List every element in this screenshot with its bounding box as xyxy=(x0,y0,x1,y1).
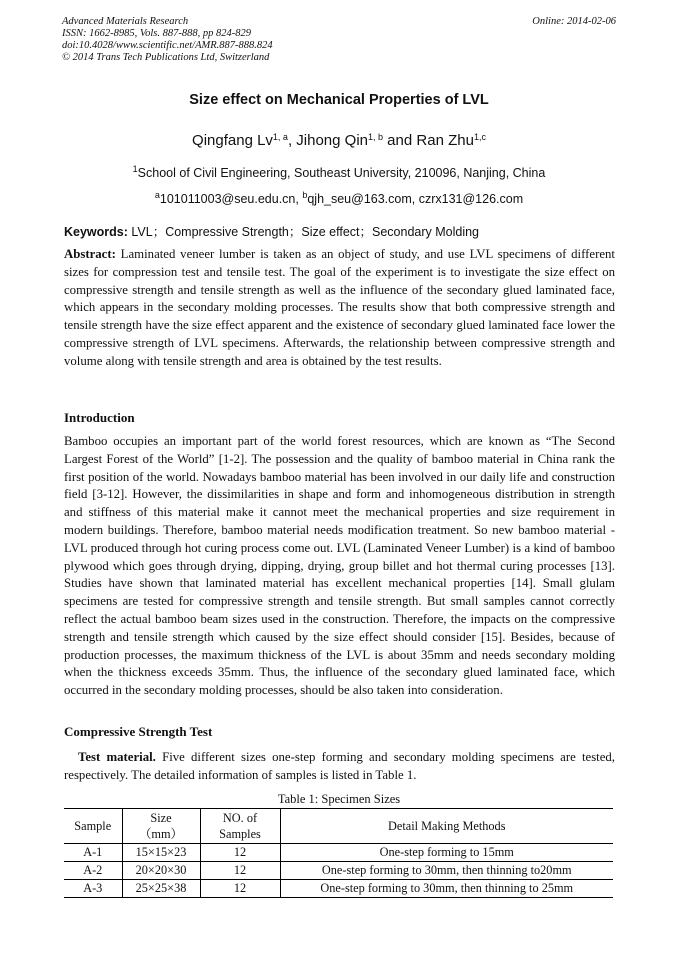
header-count xyxy=(200,809,280,844)
cell-size: 25×25×38 xyxy=(122,880,200,898)
journal-header xyxy=(62,16,616,64)
header-sample: Sample xyxy=(64,809,122,844)
author-name: Ran Zhu xyxy=(416,132,474,149)
email-superscript: b xyxy=(302,190,308,200)
paper-title: Size effect on Mechanical Properties of LVL xyxy=(189,92,489,108)
cell-method: One-step forming to 15mm xyxy=(280,844,613,862)
cell-size: 20×20×30 xyxy=(122,862,200,880)
table-row xyxy=(64,880,613,898)
cell-sample: A-3 xyxy=(64,880,122,898)
cell-method: One-step forming to 30mm, then thinning to20mm xyxy=(280,862,613,880)
introduction-heading: Introduction xyxy=(64,410,135,425)
introduction-text: Bamboo occupies an important part of the world forest resources, which are known as “The Second Largest Forest of the World” [1-2]. The possession and the quality of bamboo material in China rank the first position of the world. Nowadays bamboo material has been involved in our daily life and construction field [3-12]. However, the dissimilarities in shape and form and inhomogeneous distribution in strength and stiffness of this material make it cannot meet the mechanical properties and size requirement in modern buildings. Therefore, bamboo material needs modification treatment. So new bamboo material - LVL produced through hot curing process come out. LVL (Laminated Veneer Lumber) is a kind of bamboo plywood which goes through drying, dipping, drying, group billet and hot thermal curing processes [13]. Studies have shown that laminated material has excellent mechanical properties [14]. Small glulam specimens are tested for compressive strength and tensile strength. But small samples cannot correctly reflect the actual bamboo beam sizes used in the construction. Therefore, the impacts on the compressive strength and tensile strength which caused by the size effect should consider [15]. Besides, because of production processes, the maximum thickness of the LVL is about 35mm and needs secondary molding when the thickness exceeds 35mm. Thus, the influence of the secondary glued laminated face, which occurred in the secondary molding processes, should be also taken into consideration. xyxy=(64,434,615,698)
cell-count: 12 xyxy=(200,880,280,898)
author-superscript: 1,c xyxy=(473,132,486,142)
cell-method: One-step forming to 30mm, then thinning to 25mm xyxy=(280,880,613,898)
email-superscript: a xyxy=(154,190,160,200)
author-name: Qingfang Lv xyxy=(192,132,273,149)
keywords xyxy=(64,222,615,240)
abstract-label: Abstract: xyxy=(64,247,116,261)
test-material-text: Five different sizes one-step forming and secondary molding specimens are tested, respectively. The detailed information of samples is listed in Table 1. xyxy=(64,750,616,782)
header-method: Detail Making Methods xyxy=(280,809,613,844)
specimen-table xyxy=(64,808,613,898)
abstract-text: Laminated veneer lumber is taken as an object of study, and use LVL specimens of different sizes for compression test and tensile test. The goal of the experiment is to investigate the size effect on compressive strength and tensile strength as well as the influence of the secondary glued laminated face, which appears in the secondary molding processes. The results show that both compressive strength and tensile strength have the size effect apparent and the existence of secondary glued laminated face lower the compressive strength of LVL specimens. Afterwards, the relationship between compressive strength and volume along with tensile strength and area is obtained by the test results. xyxy=(64,247,615,368)
author-list xyxy=(0,132,678,149)
header-count-line2: Samples xyxy=(219,827,261,841)
test-material-paragraph xyxy=(64,749,615,785)
doi-line: doi:10.4028/www.scientific.net/AMR.887-888.824 xyxy=(62,40,273,51)
author-separator: and xyxy=(383,132,417,149)
affiliation xyxy=(0,166,678,180)
table-row xyxy=(64,844,613,862)
cell-sample: A-1 xyxy=(64,844,122,862)
table-row xyxy=(64,862,613,880)
cell-count: 12 xyxy=(200,844,280,862)
header-count-line1: NO. of xyxy=(222,811,258,825)
author-superscript: 1, a xyxy=(272,132,288,142)
compressive-heading: Compressive Strength Test xyxy=(64,724,213,739)
keywords-label: Keywords: xyxy=(64,225,128,239)
header-size xyxy=(122,809,200,844)
email-text: qjh_seu@163.com, czrx131@126.com xyxy=(307,192,524,206)
abstract xyxy=(64,246,615,371)
email-text: 101011003@seu.edu.cn, xyxy=(159,192,303,206)
header-size-line2: （mm） xyxy=(139,827,183,841)
cell-size: 15×15×23 xyxy=(122,844,200,862)
author-name: Jihong Qin xyxy=(296,132,368,149)
table-header-row xyxy=(64,809,613,844)
issn-line: ISSN: 1662-8985, Vols. 887-888, pp 824-829 xyxy=(62,28,251,39)
table-caption: Table 1: Specimen Sizes xyxy=(277,792,401,806)
keywords-text: LVL；Compressive Strength；Size effect；Secondary Molding xyxy=(131,225,480,239)
author-superscript: 1, b xyxy=(368,132,384,142)
online-date: Online: 2014-02-06 xyxy=(532,16,616,27)
affiliation-superscript: 1 xyxy=(132,164,138,174)
cell-count: 12 xyxy=(200,862,280,880)
author-emails xyxy=(0,192,678,206)
test-material-label: Test material. xyxy=(78,750,156,764)
author-separator: , xyxy=(287,132,297,149)
copyright-line: © 2014 Trans Tech Publications Ltd, Switzerland xyxy=(62,52,270,63)
journal-name: Advanced Materials Research xyxy=(62,16,189,27)
cell-sample: A-2 xyxy=(64,862,122,880)
affiliation-text: School of Civil Engineering, Southeast University, 210096, Nanjing, China xyxy=(137,166,546,180)
header-size-line1: Size xyxy=(150,811,172,825)
